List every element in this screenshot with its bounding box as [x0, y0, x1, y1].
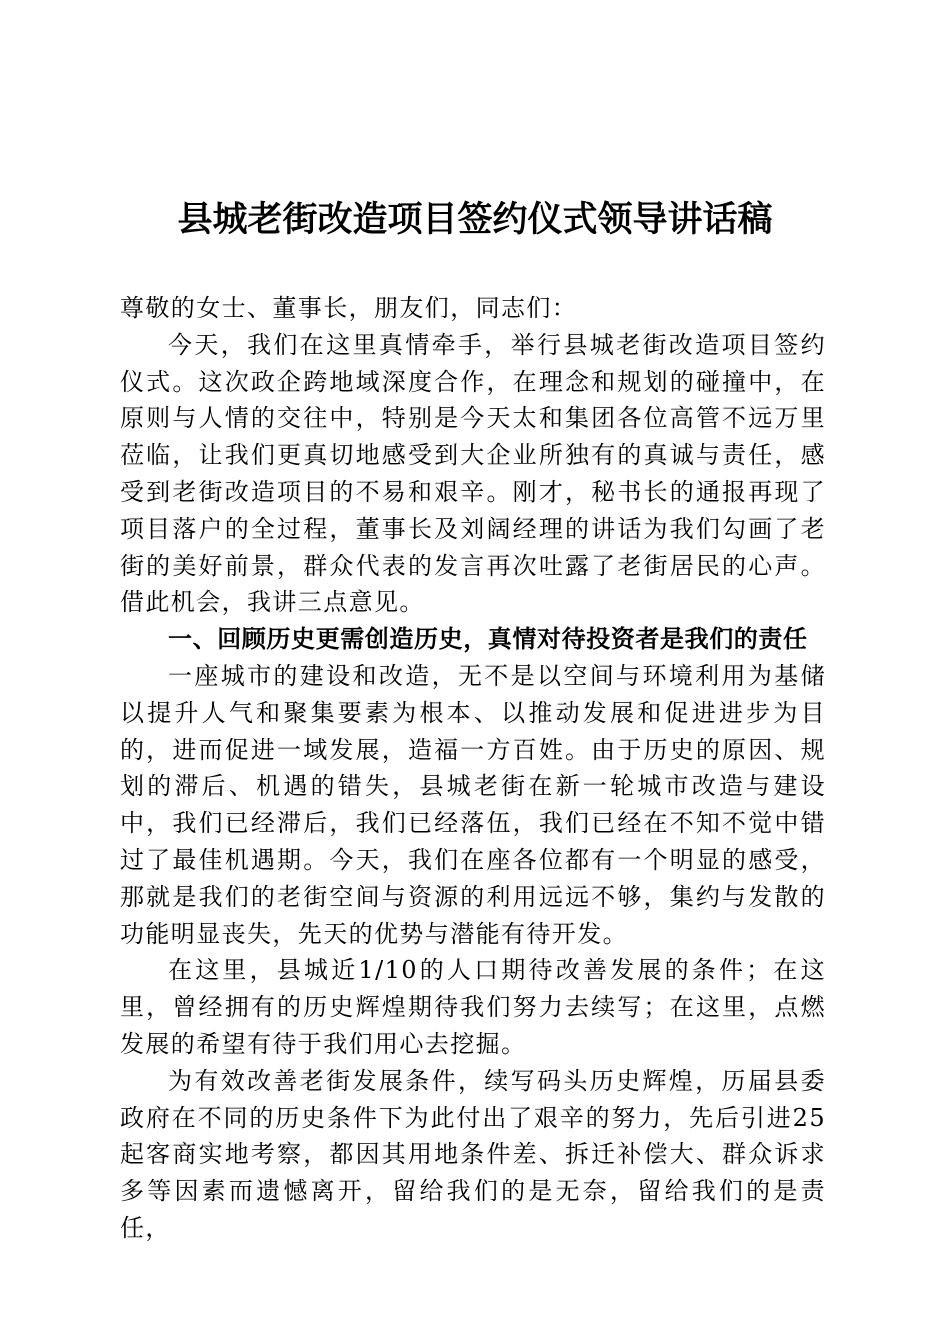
document-title: 县城老街改造项目签约仪式领导讲话稿	[177, 199, 773, 240]
paragraph-section1-1: 一座城市的建设和改造，无不是以空间与环境利用为基储以提升人气和聚集要素为根本、以推动发展和促进进步为目的，进而促进一域发展，造福一方百姓。由于历史的原因、规划的滞后、机遇的错失，县城老街在新一轮城市改造与建设中，我们已经滞后，我们已经落伍，我们已经在不知不觉中错过了最佳机遇期。今天，我们在座各位都有一个明显的感受，那就是我们的老街空间与资源的利用远远不够，集约与发散的功能明显丧失，先天的优势与潜能有待开发。	[120, 661, 826, 948]
document-body	[120, 290, 826, 1247]
paragraph-section1-3: 为有效改善老街发展条件，续写码头历史辉煌，历届县委政府在不同的历史条件下为此付出了艰辛的努力，先后引进25起客商实地考察，都因其用地条件差、拆迁补偿大、群众诉求多等因素而遗憾离开，留给我们的是无奈，留给我们的是责任，	[120, 1066, 826, 1242]
paragraph-opening: 今天，我们在这里真情牵手，举行县城老街改造项目签约仪式。这次政企跨地域深度合作，在理念和规划的碰撞中，在原则与人情的交往中，特别是今天太和集团各位高管不远万里莅临，让我们更真切地感受到大企业所独有的真诚与责任，感受到老街改造项目的不易和艰辛。刚才，秘书长的通报再现了项目落户的全过程，董事长及刘阔经理的讲话为我们勾画了老街的美好前景，群众代表的发言再次吐露了老街居民的心声。借此机会，我讲三点意见。	[120, 330, 826, 617]
section-heading-1: 一、回顾历史更需创造历史，真情对待投资者是我们的责任	[168, 625, 808, 654]
paragraph-section1-2: 在这里，县城近1/10的人口期待改善发展的条件；在这里，曾经拥有的历史辉煌期待我们努力去续写；在这里，点燃发展的希望有待于我们用心去挖掘。	[120, 956, 826, 1058]
salutation: 尊敬的女士、董事长，朋友们，同志们：	[120, 294, 578, 322]
